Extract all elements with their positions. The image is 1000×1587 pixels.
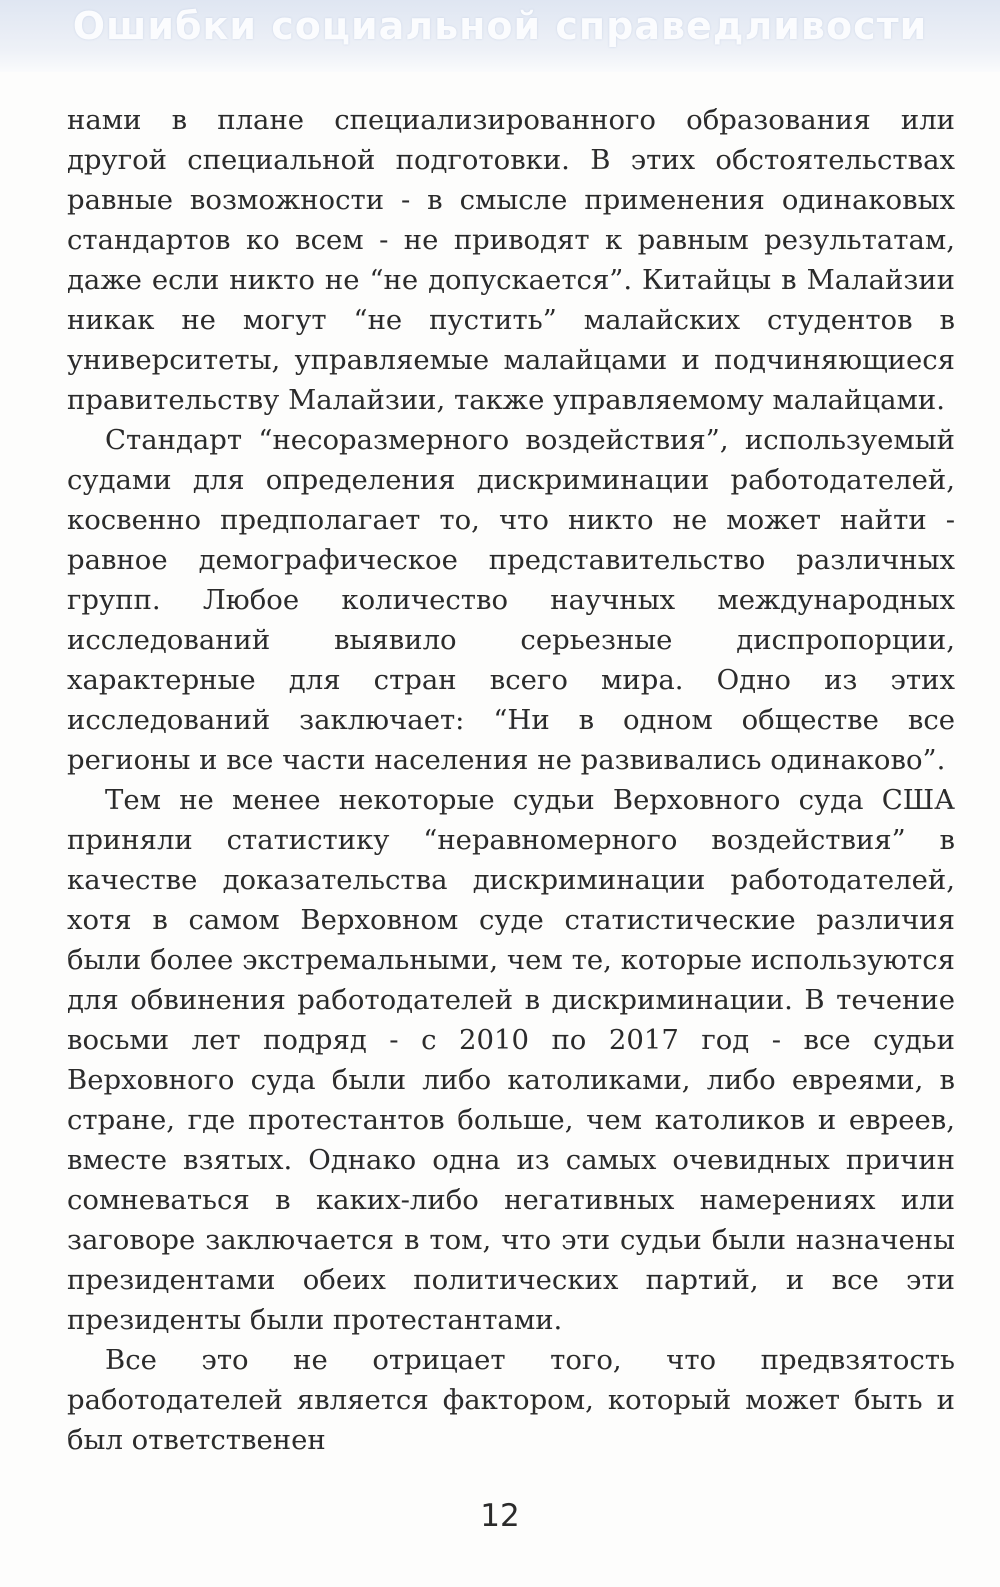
paragraph-1: нами в плане специализированного образования или другой специальной подготовки. В этих обстоятельствах равные возможности - в смысле применения одинаковых стандартов ко всем - не приводят к равным результатам, даже если никто не “не допускается”. Китайцы в Малайзии никак не могут “не пустить” малайских студентов в университеты, управляемые малайцами и подчиняющиеся правительству Малайзии, также управляемому малайцами. bbox=[67, 104, 955, 416]
body-text bbox=[67, 100, 955, 1460]
running-header bbox=[0, 0, 1000, 72]
paragraph-3: Тем не менее некоторые судьи Верховного суда США приняли статистику “неравномерного воздействия” в качестве доказательства дискриминации работодателей, хотя в самом Верховном суде статистические различия были более экстремальными, чем те, которые используются для обвинения работодателей в дискриминации. В течение восьми лет подряд - с 2010 по 2017 год - все судьи Верховного суда были либо католиками, либо евреями, в стране, где протестантов больше, чем католиков и евреев, вместе взятых. Однако одна из самых очевидных причин сомневаться в каких-либо негативных намерениях или заговоре заключается в том, что эти судьи были назначены президентами обеих политических партий, и все эти президенты были протестантами. bbox=[67, 784, 955, 1336]
running-title: Ошибки социальной справедливости bbox=[72, 4, 928, 48]
paragraph-4: Все это не отрицает того, что предвзятость работодателей является фактором, который может быть и был ответственен bbox=[67, 1344, 955, 1456]
page-number: 12 bbox=[480, 1498, 520, 1534]
paragraph-2: Стандарт “несоразмерного воздействия”, используемый судами для определения дискриминации работодателей, косвенно предполагает то, что никто не может найти - равное демографическое представительство различных групп. Любое количество научных международных исследований выявило серьезные диспропорции, характерные для стран всего мира. Одно из этих исследований заключает: “Ни в одном обществе все регионы и все части населения не развивались одинаково”. bbox=[67, 424, 955, 776]
